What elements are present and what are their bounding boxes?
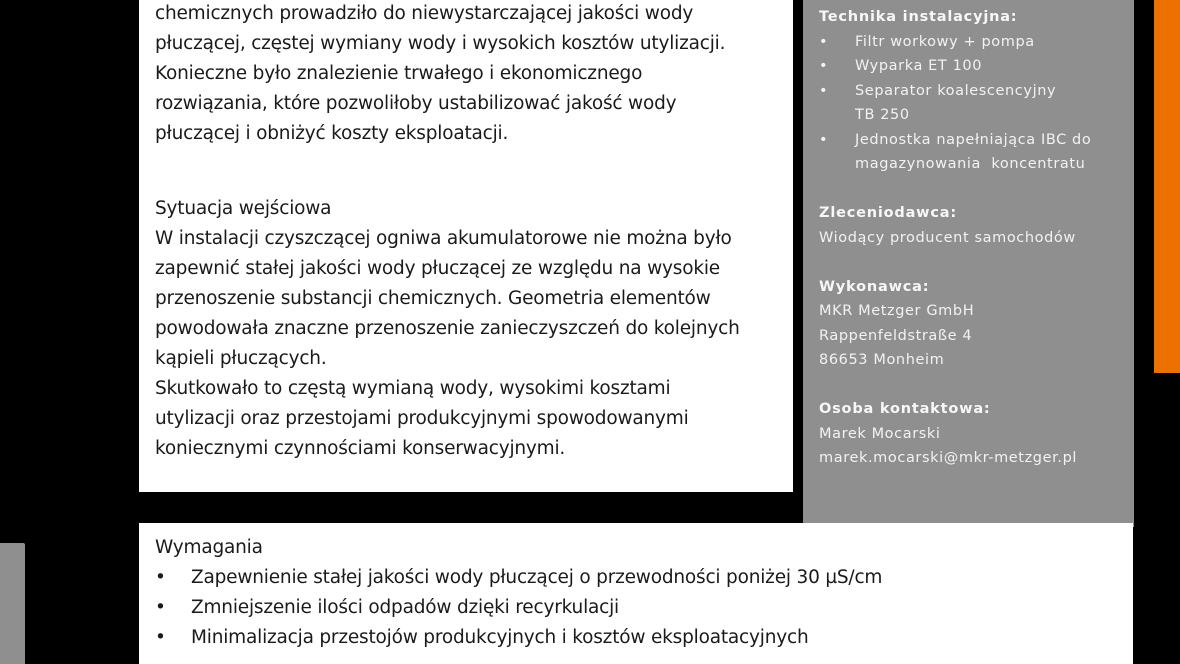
installation-technique-block — [819, 5, 1122, 177]
intro-line: płuczącej, częstej wymiany wody i wysokich kosztów utylizacji. — [155, 33, 726, 54]
requirement-text: Zapewnienie stałej jakości wody płuczącej o przewodności poniżej 30 µS/cm — [191, 567, 883, 588]
installation-technique-list — [819, 30, 1122, 177]
client-label: Zleceniodawca: — [819, 205, 957, 221]
situation-line: koniecznymi czynnościami konserwacyjnymi. — [155, 438, 566, 459]
situation-heading: Sytuacja wejściowa — [155, 198, 332, 219]
installation-technique-label: Technika instalacyjna: — [819, 9, 1018, 25]
contractor-city: 86653 Monheim — [819, 352, 945, 368]
situation-line: W instalacji czyszczącej ogniwa akumulatorowe nie można było — [155, 228, 732, 249]
left-grey-accent-bar — [0, 543, 25, 664]
situation-line: zapewnić stałej jakości wody płuczącej ze względu na wysokie — [155, 258, 720, 279]
requirements-heading: Wymagania — [155, 537, 263, 558]
requirement-text: Zmniejszenie ilości odpadów dzięki recyrkulacji — [191, 597, 619, 618]
contractor-block — [819, 275, 1122, 373]
situation-line: kąpieli płuczących. — [155, 348, 327, 369]
technique-item — [819, 79, 1122, 128]
technique-item-text: TB 250 — [855, 107, 910, 123]
bullet-icon: • — [819, 82, 829, 99]
situation-line: powodowała znaczne przenoszenie zanieczyszczeń do kolejnych — [155, 318, 740, 339]
technique-item-text: Filtr workowy + pompa — [855, 33, 1035, 50]
orange-accent-bar — [1154, 0, 1180, 373]
intro-paragraph — [155, 0, 795, 149]
requirements-list — [155, 563, 1133, 653]
contact-label: Osoba kontaktowa: — [819, 401, 991, 417]
situation-line: utylizacji oraz przestojami produkcyjnymi spowodowanymi — [155, 408, 689, 429]
technique-item-text: Separator koalescencyjny — [855, 82, 1057, 99]
requirement-item — [155, 593, 1133, 623]
technique-item — [819, 30, 1122, 55]
contractor-label: Wykonawca: — [819, 278, 930, 295]
requirement-text: Minimalizacja przestojów produkcyjnych i kosztów eksploatacyjnych — [191, 627, 809, 648]
bullet-icon: • — [155, 597, 166, 618]
contact-name: Marek Mocarski — [819, 425, 941, 442]
situation-line: Skutkowało to częstą wymianą wody, wysokimi kosztami — [155, 378, 671, 399]
project-info-panel — [803, 0, 1134, 527]
contact-block — [819, 397, 1122, 471]
client-block — [819, 201, 1122, 250]
bullet-icon: • — [819, 58, 829, 74]
main-content-panel — [139, 0, 793, 492]
technique-item — [819, 54, 1122, 79]
client-name: Wiodący producent samochodów — [819, 229, 1076, 246]
bullet-icon: • — [819, 33, 829, 50]
intro-line: płuczącej i obniżyć koszty eksploatacji. — [155, 123, 509, 144]
bullet-icon: • — [819, 131, 829, 148]
requirement-item — [155, 623, 1133, 653]
intro-line: Konieczne było znalezienie trwałego i ekonomicznego — [155, 63, 643, 84]
situation-section — [155, 194, 795, 464]
technique-item-text: magazynowania koncentratu — [855, 156, 1086, 172]
contractor-street: Rappenfeldstraße 4 — [819, 327, 973, 344]
bullet-icon: • — [155, 627, 166, 648]
bullet-icon: • — [155, 567, 166, 588]
contractor-company: MKR Metzger GmbH — [819, 303, 975, 319]
requirement-item — [155, 563, 1133, 593]
intro-line: chemicznych prowadziło do niewystarczającej jakości wody — [155, 3, 694, 24]
intro-line: rozwiązania, które pozwoliłoby ustabilizować jakość wody — [155, 93, 677, 114]
technique-item-text: Wyparka ET 100 — [855, 58, 983, 74]
technique-item — [819, 128, 1122, 177]
requirements-panel — [139, 523, 1133, 664]
technique-item-text: Jednostka napełniająca IBC do — [855, 131, 1092, 148]
contact-email-link[interactable]: marek.mocarski@mkr-metzger.pl — [819, 450, 1078, 466]
situation-line: przenoszenie substancji chemicznych. Geometria elementów — [155, 288, 711, 309]
